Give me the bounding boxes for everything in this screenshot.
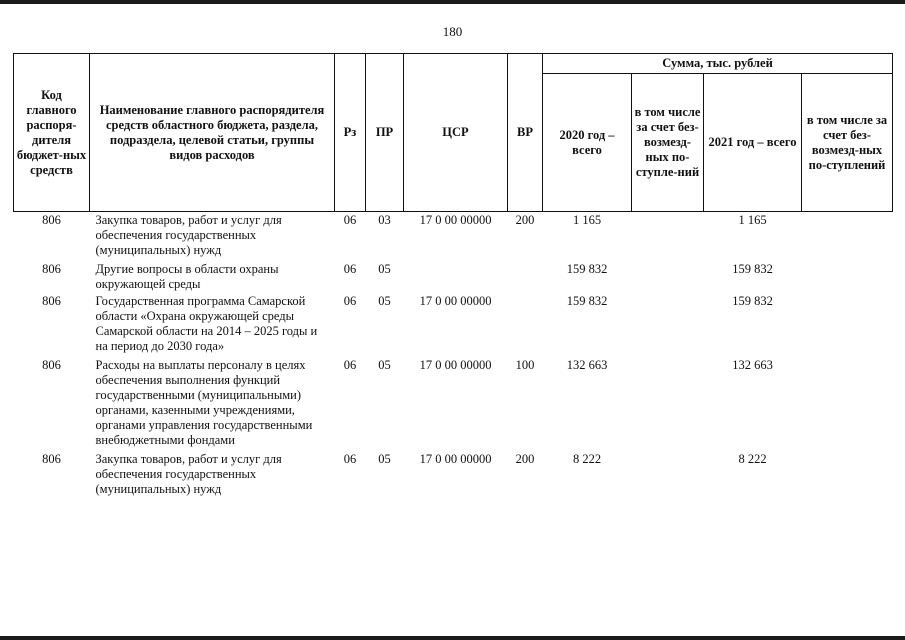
- header-2021-incl: в том числе за счет без-возмезд-ных по-ступлений: [802, 74, 893, 212]
- cell-code: 806: [42, 294, 61, 308]
- cell-csr: 17 0 00 00000: [419, 213, 492, 227]
- cell-rz: 06: [343, 213, 357, 227]
- cell-pr: 05: [378, 452, 391, 466]
- cell-pr: 05: [378, 262, 391, 276]
- cell-vr: [508, 258, 543, 292]
- cell-2020-incl: [632, 212, 704, 259]
- cell-2020-incl: [632, 354, 704, 448]
- cell-2021-incl: [802, 354, 893, 448]
- cell-2021-total: 8 222: [738, 452, 767, 466]
- cell-2020-total: 1 165: [572, 213, 602, 227]
- header-csr: ЦСР: [404, 54, 508, 212]
- scan-top-edge: [0, 0, 905, 4]
- header-2021-total: 2021 год – всего: [704, 74, 802, 212]
- header-2020-incl: в том числе за счет без-возмезд-ных по-ступле-ний: [632, 74, 704, 212]
- cell-code: 806: [42, 358, 61, 372]
- page-number: 180: [442, 24, 463, 39]
- cell-csr: 17 0 00 00000: [419, 294, 492, 308]
- cell-rz: 06: [343, 262, 357, 276]
- cell-csr: 17 0 00 00000: [419, 358, 492, 372]
- table-row: [14, 212, 893, 259]
- cell-csr: 17 0 00 00000: [419, 452, 492, 466]
- budget-table: [13, 53, 893, 497]
- cell-2020-incl: [632, 292, 704, 354]
- header-pr: ПР: [366, 54, 404, 212]
- scan-bottom-edge: [0, 636, 905, 640]
- table-row: [14, 354, 893, 448]
- cell-code: 806: [42, 452, 61, 466]
- cell-2021-incl: [802, 292, 893, 354]
- cell-code: 806: [42, 213, 61, 227]
- cell-2021-total: 159 832: [732, 294, 773, 308]
- cell-2021-incl: [802, 448, 893, 497]
- cell-name: Другие вопросы в области охраны окружающей среды: [95, 262, 279, 291]
- cell-2020-total: 132 663: [566, 358, 608, 372]
- cell-vr: 200: [515, 452, 535, 466]
- cell-rz: 06: [343, 294, 357, 308]
- header-sum-group: Сумма, тыс. рублей: [543, 54, 893, 74]
- header-rz: Рз: [335, 54, 366, 212]
- header-2020-total: 2020 год – всего: [543, 74, 632, 212]
- cell-name: Расходы на выплаты персоналу в целях обеспечения выполнения функций государственными (муниципальными) органами, казенными учреждениями, органами управления государственными внебюджетными фондами: [95, 358, 313, 447]
- cell-2021-total: 159 832: [732, 262, 773, 276]
- cell-pr: 05: [378, 294, 391, 308]
- cell-name: Закупка товаров, работ и услуг для обеспечения государственных (муниципальных) нужд: [95, 213, 282, 257]
- cell-2021-incl: [802, 212, 893, 259]
- table-row: [14, 258, 893, 292]
- cell-pr: 05: [378, 358, 391, 372]
- header-code: Код главного распоря-дителя бюджет-ных средств: [14, 54, 90, 212]
- cell-rz: 06: [343, 452, 357, 466]
- table-row: [14, 292, 893, 354]
- cell-2020-total: 159 832: [566, 294, 608, 308]
- cell-csr: [404, 258, 508, 292]
- cell-2020-total: 8 222: [572, 452, 602, 466]
- cell-2021-total: 1 165: [738, 213, 767, 227]
- table-row: [14, 448, 893, 497]
- cell-2020-total: 159 832: [566, 262, 608, 276]
- cell-vr: 200: [515, 213, 535, 227]
- cell-rz: 06: [343, 358, 357, 372]
- cell-2021-incl: [802, 258, 893, 292]
- cell-2020-incl: [632, 448, 704, 497]
- table-body: [14, 212, 893, 498]
- cell-name: Закупка товаров, работ и услуг для обеспечения государственных (муниципальных) нужд: [95, 452, 282, 496]
- cell-name: Государственная программа Самарской области «Охрана окружающей среды Самарской области на 2014 – 2025 годы и на период до 2030 года»: [95, 294, 318, 353]
- cell-pr: 03: [378, 213, 391, 227]
- cell-vr: [508, 292, 543, 354]
- header-vr: ВР: [508, 54, 543, 212]
- cell-code: 806: [42, 262, 61, 276]
- cell-vr: 100: [515, 358, 535, 372]
- header-name: Наименование главного распорядителя средств областного бюджета, раздела, подраздела, целевой статьи, группы видов расходов: [90, 54, 335, 212]
- cell-2021-total: 132 663: [732, 358, 773, 372]
- cell-2020-incl: [632, 258, 704, 292]
